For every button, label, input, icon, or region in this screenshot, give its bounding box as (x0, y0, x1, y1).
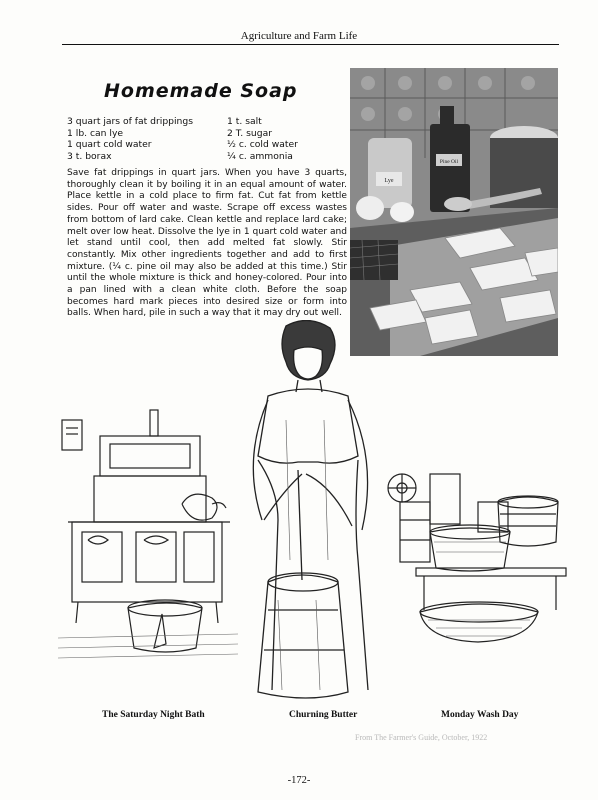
ingredient-item: ¼ c. ammonia (227, 150, 293, 162)
ingredient-column-left (67, 116, 193, 162)
jar-label: Lye (384, 178, 394, 184)
ingredient-column-right (227, 116, 298, 162)
ingredient-item: ½ c. cold water (227, 139, 298, 150)
bottle-label: Pine Oil (439, 159, 459, 165)
saturday-bath-illustration (58, 408, 238, 663)
soap-photo (350, 68, 558, 356)
caption-churning-butter: Churning Butter (289, 710, 358, 720)
ingredient-item: 1 lb. can lye (67, 127, 124, 139)
ingredient-item: 2 T. sugar (227, 127, 272, 139)
recipe-title: Homemade Soap (104, 80, 298, 102)
monday-wash-illustration (380, 462, 570, 662)
churning-butter-illustration (228, 320, 388, 700)
soap-photo-drawing (350, 68, 558, 356)
bleed-source-line: From The Farmer's Guide, October, 1922 (355, 733, 488, 742)
ingredient-item: 3 t. borax (67, 150, 112, 162)
bleed-through-text (355, 733, 555, 742)
ingredient-item: 3 quart jars of fat drippings (67, 116, 194, 127)
running-header: Agriculture and Farm Life (240, 30, 358, 42)
ingredient-item: 1 t. salt (227, 116, 262, 127)
ingredient-item: 1 quart cold water (67, 139, 152, 150)
page-number: -172- (287, 775, 311, 786)
caption-monday-wash: Monday Wash Day (441, 710, 519, 720)
caption-saturday-bath: The Saturday Night Bath (102, 710, 205, 720)
header-rule (62, 44, 559, 45)
recipe-instructions: Save fat drippings in quart jars. When you have 3 quarts, thoroughly clean it by boiling it in an equal amount of water. Place kettle in a cold place to firm fat. Cut fat from kettle sides. Pour off water and waste. Scrape off excess wastes from bottom of lard cake. Clean kettle and replace lard cake; melt over low heat. Dissolve the lye in 1 quart cold water and let stand until cool, then add melted fat slowly. Stir constantly. Mix other ingredients together and add to first mixture. (¼ c. pine oil may also be added at this time.) Stir until the whole mixture is thick and honey-colored. Pour into a pan lined with a clean white cloth. Before the soap becomes hard mark pieces into desired size or form into balls. When hard, pile in such a way that it may dry out well. (67, 168, 347, 319)
